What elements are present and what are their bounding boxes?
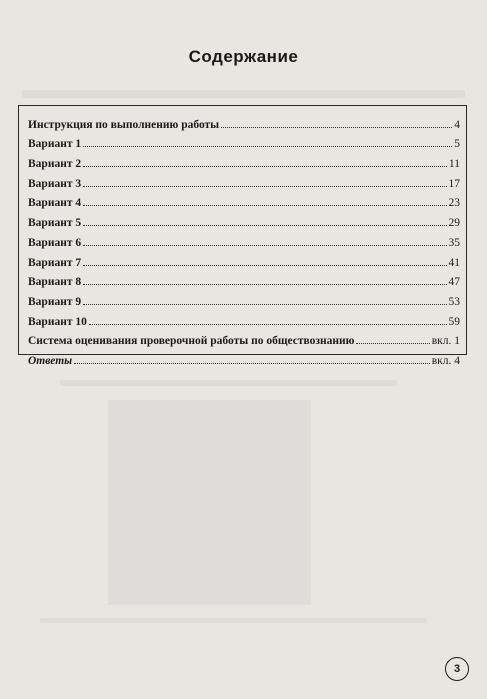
toc-entry (28, 269, 460, 289)
toc-entry-page: 4 (454, 118, 460, 131)
page-title: Содержание (188, 47, 299, 66)
dot-leader (83, 284, 446, 285)
toc-entry-label: Вариант 4 (28, 197, 82, 210)
toc-entry-label: Вариант 3 (28, 177, 82, 190)
toc-entry-label: Система оценивания проверочной работы по обществознанию (28, 335, 355, 348)
toc-entry-page: вкл. 4 (431, 354, 460, 367)
page-number-badge: 3 (445, 657, 469, 681)
dot-leader (221, 127, 452, 128)
toc-entry (28, 111, 460, 131)
toc-entry (28, 229, 460, 249)
toc-entry-page: 59 (448, 315, 460, 328)
dot-leader (83, 166, 447, 167)
toc-entry-page: 5 (454, 138, 460, 151)
toc-entry-page: 47 (448, 276, 460, 289)
toc-entry-label: Инструкция по выполнению работы (28, 118, 220, 131)
toc-entry-page: 23 (448, 197, 460, 210)
toc-entry-label: Вариант 9 (28, 295, 82, 308)
dot-leader (74, 363, 430, 364)
toc-entry-label: Вариант 5 (28, 217, 82, 230)
toc-entry (28, 288, 460, 308)
toc-entry-label: Вариант 6 (28, 236, 82, 249)
toc-entry-label: Вариант 7 (28, 256, 82, 269)
toc-entry-page: вкл. 1 (431, 335, 460, 348)
toc-entry-label: Вариант 1 (28, 138, 82, 151)
toc-entry (28, 347, 460, 367)
toc-entry-page: 35 (448, 236, 460, 249)
table-of-contents (28, 111, 460, 367)
toc-entry (28, 150, 460, 170)
dot-leader (83, 205, 446, 206)
toc-entry (28, 249, 460, 269)
toc-entry-page: 29 (448, 217, 460, 230)
toc-entry (28, 170, 460, 190)
dot-leader (83, 146, 452, 147)
toc-entry (28, 190, 460, 210)
bleed-through-text (22, 90, 465, 98)
bleed-through-image (108, 400, 311, 605)
dot-leader (83, 245, 446, 246)
dot-leader (83, 186, 446, 187)
dot-leader (83, 225, 446, 226)
dot-leader (83, 265, 446, 266)
toc-entry-label: Вариант 8 (28, 276, 82, 289)
bleed-through-text (40, 618, 427, 623)
dot-leader (356, 343, 429, 344)
toc-entry (28, 209, 460, 229)
dot-leader (89, 324, 447, 325)
toc-entry-label: Вариант 2 (28, 158, 82, 171)
toc-entry-page: 17 (448, 177, 460, 190)
bleed-through-text (60, 380, 397, 386)
dot-leader (83, 304, 446, 305)
toc-entry-page: 11 (448, 158, 460, 171)
toc-entry (28, 308, 460, 328)
toc-entry-page: 41 (448, 256, 460, 269)
toc-entry-label: Ответы (28, 354, 73, 367)
toc-entry-page: 53 (448, 295, 460, 308)
toc-entry (28, 131, 460, 151)
toc-entry (28, 328, 460, 348)
toc-entry-label: Вариант 10 (28, 315, 87, 328)
